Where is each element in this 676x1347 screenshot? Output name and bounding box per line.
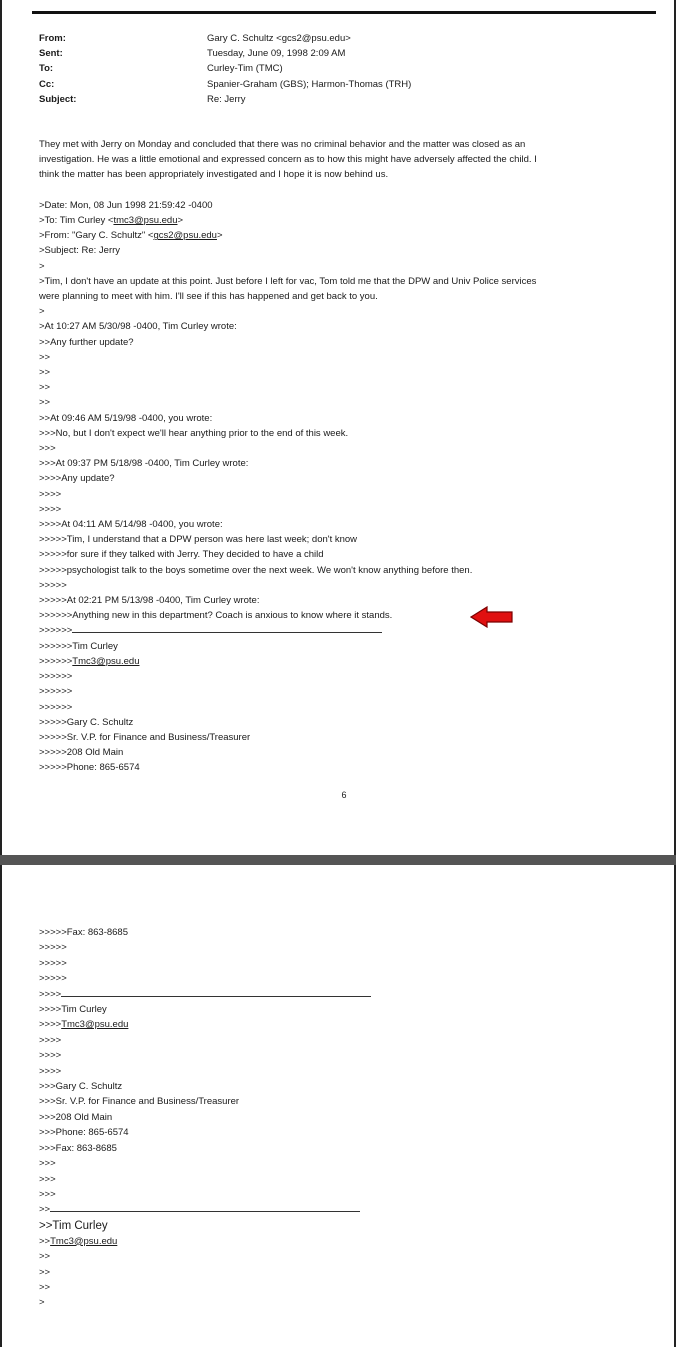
subject-label: Subject: — [39, 93, 77, 105]
quote-marker: >>>> — [39, 488, 62, 500]
quote-marker: >>>>>> — [39, 625, 73, 637]
signature-line: >>>>>Phone: 865-6574 — [39, 762, 140, 774]
quoted-to-prefix: >To: Tim Curley < — [39, 215, 114, 226]
quote-marker: >>>>>> — [39, 686, 73, 698]
highlighted-line: >>>>>>Anything new in this department? Coach is anxious to know where it stands. — [39, 610, 393, 622]
quote-marker: >>> — [39, 1173, 56, 1185]
signature-rule — [72, 631, 382, 633]
quote-marker: >>>>> — [39, 973, 67, 985]
body-line: >>>>>for sure if they talked with Jerry. They decided to have a child — [39, 549, 324, 561]
quote-marker: >>>> — [39, 1065, 62, 1077]
quote-marker: >>>>>> — [39, 701, 73, 713]
signature-line: >>>>>Sr. V.P. for Finance and Business/Treasurer — [39, 731, 251, 743]
body-line: >>>No, but I don't expect we'll hear anything prior to the end of this week. — [39, 427, 349, 439]
quote-marker: > — [39, 306, 45, 318]
cc-row — [39, 77, 411, 92]
signature-line: >>>Sr. V.P. for Finance and Business/Treasurer — [39, 1096, 240, 1108]
quote-attribution: >>>>>At 02:21 PM 5/13/98 -0400, Tim Curley wrote: — [39, 595, 260, 607]
signature-rule-line — [39, 1202, 371, 1217]
quote-marker: >>>> — [39, 1034, 62, 1046]
to-row — [39, 61, 411, 76]
quote-attribution: >>>>At 04:11 AM 5/14/98 -0400, you wrote: — [39, 519, 223, 531]
signature-email-line — [39, 1234, 371, 1249]
subject-row — [39, 92, 411, 107]
quote-marker: > — [39, 1297, 45, 1309]
quoted-to — [39, 213, 647, 228]
email-link[interactable]: Tmc3@psu.edu — [61, 1019, 129, 1031]
quote-marker: >> — [39, 1235, 51, 1247]
signature-rule-line — [39, 987, 371, 1002]
quoted-date: >Date: Mon, 08 Jun 1998 21:59:42 -0400 — [39, 199, 213, 211]
body-line: were planning to meet with him. I'll see if this has happened and get back to you. — [39, 291, 378, 303]
sent-value: Tuesday, June 09, 1998 2:09 AM — [207, 48, 346, 60]
signature-line: >>>>>208 Old Main — [39, 747, 124, 759]
spacer — [39, 183, 647, 198]
from-row — [39, 31, 411, 46]
quote-marker: >>>>>> — [39, 655, 73, 667]
sent-row — [39, 46, 411, 61]
body-line: They met with Jerry on Monday and concluded that there was no criminal behavior and the matter was closed as an — [39, 139, 526, 150]
email-link[interactable]: Tmc3@psu.edu — [50, 1235, 118, 1247]
quote-marker: >>>> — [39, 503, 62, 515]
from-label: From: — [39, 33, 66, 44]
quote-attribution: >>>At 09:37 PM 5/18/98 -0400, Tim Curley wrote: — [39, 458, 249, 470]
from-value: Gary C. Schultz <gcs2@psu.edu> — [207, 33, 351, 44]
body-line: investigation. He was a little emotional and expressed concern as to how this might have adversely affected the child. I — [39, 154, 537, 166]
quote-marker: >> — [39, 382, 51, 394]
signature-rule — [50, 1210, 360, 1212]
quote-marker: >> — [39, 1281, 51, 1293]
sent-label: Sent: — [39, 48, 63, 60]
body-line: think the matter has been appropriately investigated and I hope it is now behind us. — [39, 169, 389, 181]
signature-line: >>>>>Fax: 863-8685 — [39, 927, 129, 938]
quote-marker: >> — [39, 1251, 51, 1263]
cc-value: Spanier-Graham (GBS); Harmon-Thomas (TRH) — [207, 78, 412, 90]
body-line: >>Any further update? — [39, 336, 134, 348]
quote-marker: >>>> — [39, 988, 62, 1000]
email-link[interactable]: tmc3@psu.edu — [113, 215, 178, 226]
quote-marker: >> — [39, 1266, 51, 1278]
red-arrow-icon — [470, 606, 514, 628]
cc-label: Cc: — [39, 78, 55, 90]
quote-marker: >>>> — [39, 1050, 62, 1062]
document-page-2 — [0, 865, 676, 1347]
quote-marker: >>> — [39, 1188, 56, 1200]
quote-marker: >> — [39, 351, 51, 363]
to-label: To: — [39, 63, 54, 75]
body-line: >>>>Any update? — [39, 473, 115, 485]
quote-attribution: >>At 09:46 AM 5/19/98 -0400, you wrote: — [39, 412, 213, 424]
quote-marker: >>> — [39, 1158, 56, 1170]
signature-rule — [61, 995, 371, 997]
quote-marker: >>>>>> — [39, 671, 73, 683]
quote-marker: >>> — [39, 443, 56, 455]
quote-marker: >>>>> — [39, 957, 67, 969]
quote-marker: >> — [39, 397, 51, 409]
quote-marker: >>>>> — [39, 579, 67, 591]
email-link[interactable]: Tmc3@psu.edu — [72, 655, 140, 667]
signature-line: >>>Phone: 865-6574 — [39, 1127, 129, 1139]
signature-line: >>>>>Gary C. Schultz — [39, 716, 134, 728]
signature-rule-line — [39, 623, 647, 638]
email-body — [39, 137, 647, 776]
signature-line: >>>Gary C. Schultz — [39, 1081, 123, 1093]
arrow-shape — [471, 607, 512, 627]
quote-marker: >>>> — [39, 1019, 62, 1031]
quote-marker: >>>>> — [39, 942, 67, 954]
quoted-subject: >Subject: Re: Jerry — [39, 245, 121, 257]
subject-value: Re: Jerry — [207, 93, 246, 105]
quote-attribution: >At 10:27 AM 5/30/98 -0400, Tim Curley wrote: — [39, 321, 237, 333]
signature-email-line — [39, 654, 647, 669]
quote-marker: >> — [39, 1204, 51, 1216]
signature-email-line — [39, 1017, 371, 1032]
signature-name: >>Tim Curley — [39, 1219, 108, 1232]
page-number: 6 — [341, 790, 347, 800]
body-line: >>>>>psychologist talk to the boys sometime over the next week. We won't know anything before then. — [39, 564, 473, 576]
quoted-from-suffix: > — [216, 230, 223, 242]
body-line: >Tim, I don't have an update at this point. Just before I left for vac, Tom told me that the DPW and Univ Police services — [39, 275, 537, 287]
email-link[interactable]: gcs2@psu.edu — [153, 230, 217, 242]
quoted-from — [39, 228, 647, 243]
continued-body — [39, 925, 371, 1311]
body-line: >>>>>Tim, I understand that a DPW person was here last week; don't know — [39, 534, 358, 546]
quote-marker: >> — [39, 367, 51, 379]
signature-line: >>>208 Old Main — [39, 1111, 113, 1123]
page-divider — [0, 855, 676, 865]
to-value: Curley-Tim (TMC) — [207, 63, 283, 75]
signature-name: >>>>>>Tim Curley — [39, 640, 118, 652]
quote-marker: > — [39, 260, 45, 272]
signature-name: >>>>Tim Curley — [39, 1004, 107, 1016]
header-rule — [32, 11, 656, 14]
email-header — [39, 31, 411, 107]
quoted-from-prefix: >From: "Gary C. Schultz" < — [39, 230, 154, 242]
quoted-to-suffix: > — [177, 215, 184, 226]
signature-line: >>>Fax: 863-8685 — [39, 1142, 117, 1154]
